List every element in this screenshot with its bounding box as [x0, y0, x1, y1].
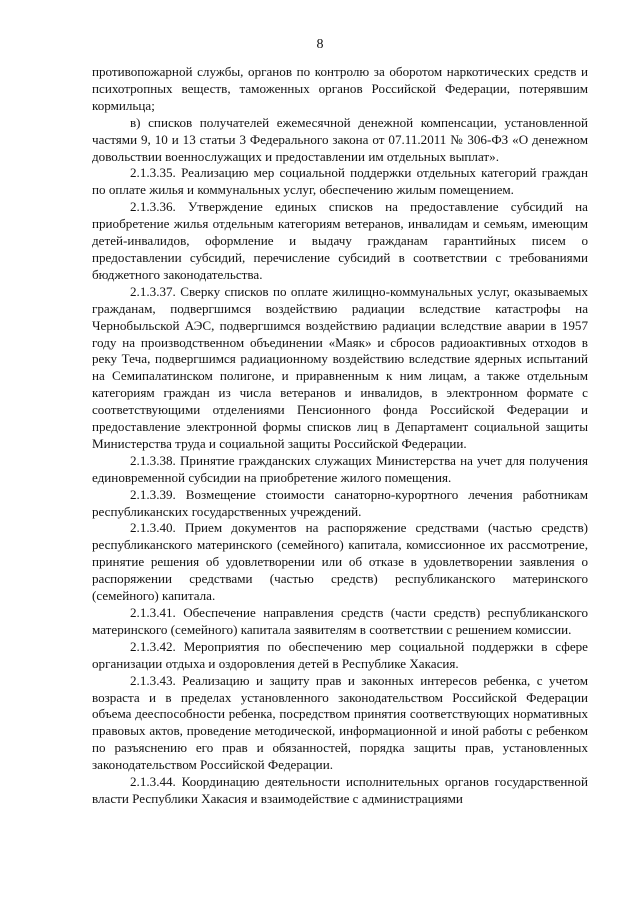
paragraph: в) списков получателей ежемесячной денежной компенсации, установленной частями 9, 10 и 13 статьи 3 Федерального закона от 07.11.2011 № 306-ФЗ «О денежном довольствии военнослужащих и предоставлении им отдельных выплат».: [92, 114, 588, 164]
paragraph: противопожарной службы, органов по контролю за оборотом наркотических средств и психотропных веществ, таможенных органов Российской Федерации, потерявшим кормильца;: [92, 64, 588, 113]
paragraph: 2.1.3.37. Сверку списков по оплате жилищно-коммунальных услуг, оказываемых гражданам, подвергшимся воздействию радиации вследствие катастрофы на Чернобыльской АЭС, подвергшимся воздействию радиации вследствие аварии в 1957 году на производственном объединении «Маяк» и сбросов радиоактивных отходов в реку Теча, подвергшимся радиационному воздействию вследствие ядерных испытаний на Семипалатинском полигоне, и приравненным к ним лицам, а также отдельным категориям граждан из числа ветеранов и инвалидов, в электронном формате с соответствующими отделениями Пенсионного фонда Российской Федерации и предоставление электронной формы списков лиц в Департамент социальной защиты Министерства труда и социальной защиты Российской Федерации.: [92, 283, 588, 451]
paragraph: 2.1.3.40. Прием документов на распоряжение средствами (частью средств) республиканского материнского (семейного) капитала, комиссионное их рассмотрение, принятие решения об удовлетворении или об отказе в удовлетворении заявления о распоряжении средствами (частью средств) республиканского материнского (семейного) капитала.: [92, 520, 588, 604]
paragraph: 2.1.3.41. Обеспечение направления средств (части средств) республиканского материнского (семейного) капитала заявителям в соответствии с решением комиссии.: [92, 605, 588, 637]
paragraph: 2.1.3.44. Координацию деятельности исполнительных органов государственной власти Республики Хакасия и взаимодействие с администрациями: [92, 774, 588, 806]
page-number: 8: [316, 37, 324, 52]
paragraph: 2.1.3.43. Реализацию и защиту прав и законных интересов ребенка, с учетом возраста и в пределах установленного законодательством Российской Федерации объема дееспособности ребенка, посредством принятия соответствующих нормативных правовых актов, проведение методической, информационной и иной работы с ребенком по разъяснению его прав и обязанностей, порядка защиты прав, установленных законодательством Российской Федерации.: [92, 672, 588, 773]
paragraph: 2.1.3.35. Реализацию мер социальной поддержки отдельных категорий граждан по оплате жилья и коммунальных услуг, обеспечению жилым помещением.: [92, 165, 588, 198]
paragraph: 2.1.3.42. Мероприятия по обеспечению мер социальной поддержки в сфере организации отдыха и оздоровления детей в Республике Хакасия.: [92, 638, 588, 671]
paragraph: 2.1.3.39. Возмещение стоимости санаторно-курортного лечения работникам республиканских государственных учреждений.: [92, 486, 588, 519]
paragraph: 2.1.3.36. Утверждение единых списков на предоставление субсидий на приобретение жилья отдельным категориям ветеранов, инвалидам и семьям, имеющим детей-инвалидов, оформление и выдачу гражданам гарантийных писем о предоставлении субсидий, перечисление субсидий в соответствии с требованиями бюджетного законодательства.: [92, 199, 588, 282]
paragraph: 2.1.3.38. Принятие гражданских служащих Министерства на учет для получения единовременной субсидии на приобретение жилого помещения.: [92, 452, 588, 485]
document-body: [92, 64, 588, 808]
